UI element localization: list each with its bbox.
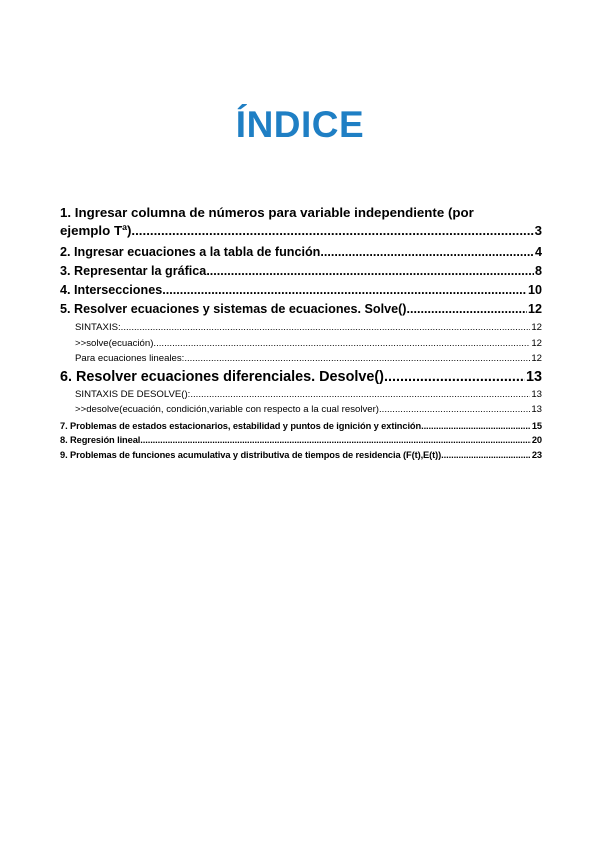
dot-leader	[424, 419, 531, 434]
dot-leader	[441, 448, 531, 463]
toc-entry-2[interactable]	[60, 243, 542, 262]
toc-page-number: 13	[531, 404, 542, 415]
toc-entry-7[interactable]	[60, 419, 542, 434]
toc-entry-label: Para ecuaciones lineales:	[75, 353, 185, 364]
dot-leader	[121, 320, 531, 336]
toc-page-number: 12	[531, 337, 542, 349]
toc-entry-3[interactable]	[60, 262, 542, 281]
toc-page-number: 3	[534, 223, 542, 238]
toc-entry-label: 8. Regresión lineal	[60, 435, 141, 445]
toc-page-number: 20	[531, 435, 542, 445]
toc-page-number: 12	[531, 322, 542, 333]
toc-page-number: 12	[527, 302, 542, 316]
dot-leader	[320, 243, 534, 262]
dot-leader	[184, 351, 530, 367]
toc-entry-label: 2. Ingresar ecuaciones a la tabla de función	[60, 245, 321, 259]
toc-entry-5-solve[interactable]	[60, 336, 542, 352]
dot-leader	[162, 281, 527, 300]
toc-entry-label: 4. Intersecciones	[60, 283, 163, 297]
toc-entry-label: 6. Resolver ecuaciones diferenciales. Desolve()	[60, 368, 384, 385]
dot-leader	[140, 433, 531, 448]
toc-page-number: 15	[531, 420, 542, 431]
toc-entry-label: >>desolve(ecuación, condición,variable con respecto a la cual resolver)	[75, 404, 379, 415]
toc-entry-label: >>solve(ecuación)	[75, 337, 154, 349]
toc-entry-5-sintaxis[interactable]	[60, 320, 542, 336]
toc-entry-label: SINTAXIS DE DESOLVE():	[75, 388, 191, 400]
toc-entry-6[interactable]	[60, 367, 542, 387]
toc-entry-1[interactable]	[60, 204, 542, 240]
toc-entry-label: 9. Problemas de funciones acumulativa y distributiva de tiempos de residencia (F(t),E(t))	[60, 449, 442, 460]
toc-entry-label: SINTAXIS:	[75, 322, 121, 333]
toc-entry-6-desolve[interactable]	[60, 402, 542, 418]
toc-page-number: 13	[531, 388, 542, 400]
toc-page-number: 4	[534, 245, 542, 259]
page-title: ÍNDICE	[235, 104, 365, 145]
toc-entry-label: 5. Resolver ecuaciones y sistemas de ecuaciones. Solve()	[60, 302, 407, 316]
dot-leader	[384, 367, 525, 387]
toc-entry-label: ejemplo Tª)	[60, 223, 132, 238]
table-of-contents	[60, 204, 542, 462]
toc-entry-5[interactable]	[60, 300, 542, 319]
dot-leader	[153, 336, 530, 352]
toc-entry-label: 3. Representar la gráfica	[60, 264, 207, 278]
dot-leader	[379, 402, 530, 418]
toc-entry-label-line1: 1. Ingresar columna de números para variable independiente (por	[60, 205, 474, 220]
toc-entry-6-sintaxis[interactable]	[60, 387, 542, 403]
toc-page-number: 10	[527, 283, 542, 297]
dot-leader	[190, 387, 530, 403]
toc-page-number: 12	[531, 353, 542, 364]
toc-entry-8[interactable]	[60, 433, 542, 448]
toc-entry-label: 7. Problemas de estados estacionarios, estabilidad y puntos de ignición y extinción.	[60, 420, 424, 431]
dot-leader	[206, 262, 534, 281]
toc-entry-9[interactable]	[60, 448, 542, 463]
dot-leader	[407, 300, 527, 319]
dot-leader	[131, 222, 533, 240]
toc-page-number: 23	[531, 449, 542, 460]
toc-page-number: 8	[534, 264, 542, 278]
toc-entry-4[interactable]	[60, 281, 542, 300]
toc-entry-5-lineales[interactable]	[60, 351, 542, 367]
toc-page-number: 13	[525, 368, 542, 385]
